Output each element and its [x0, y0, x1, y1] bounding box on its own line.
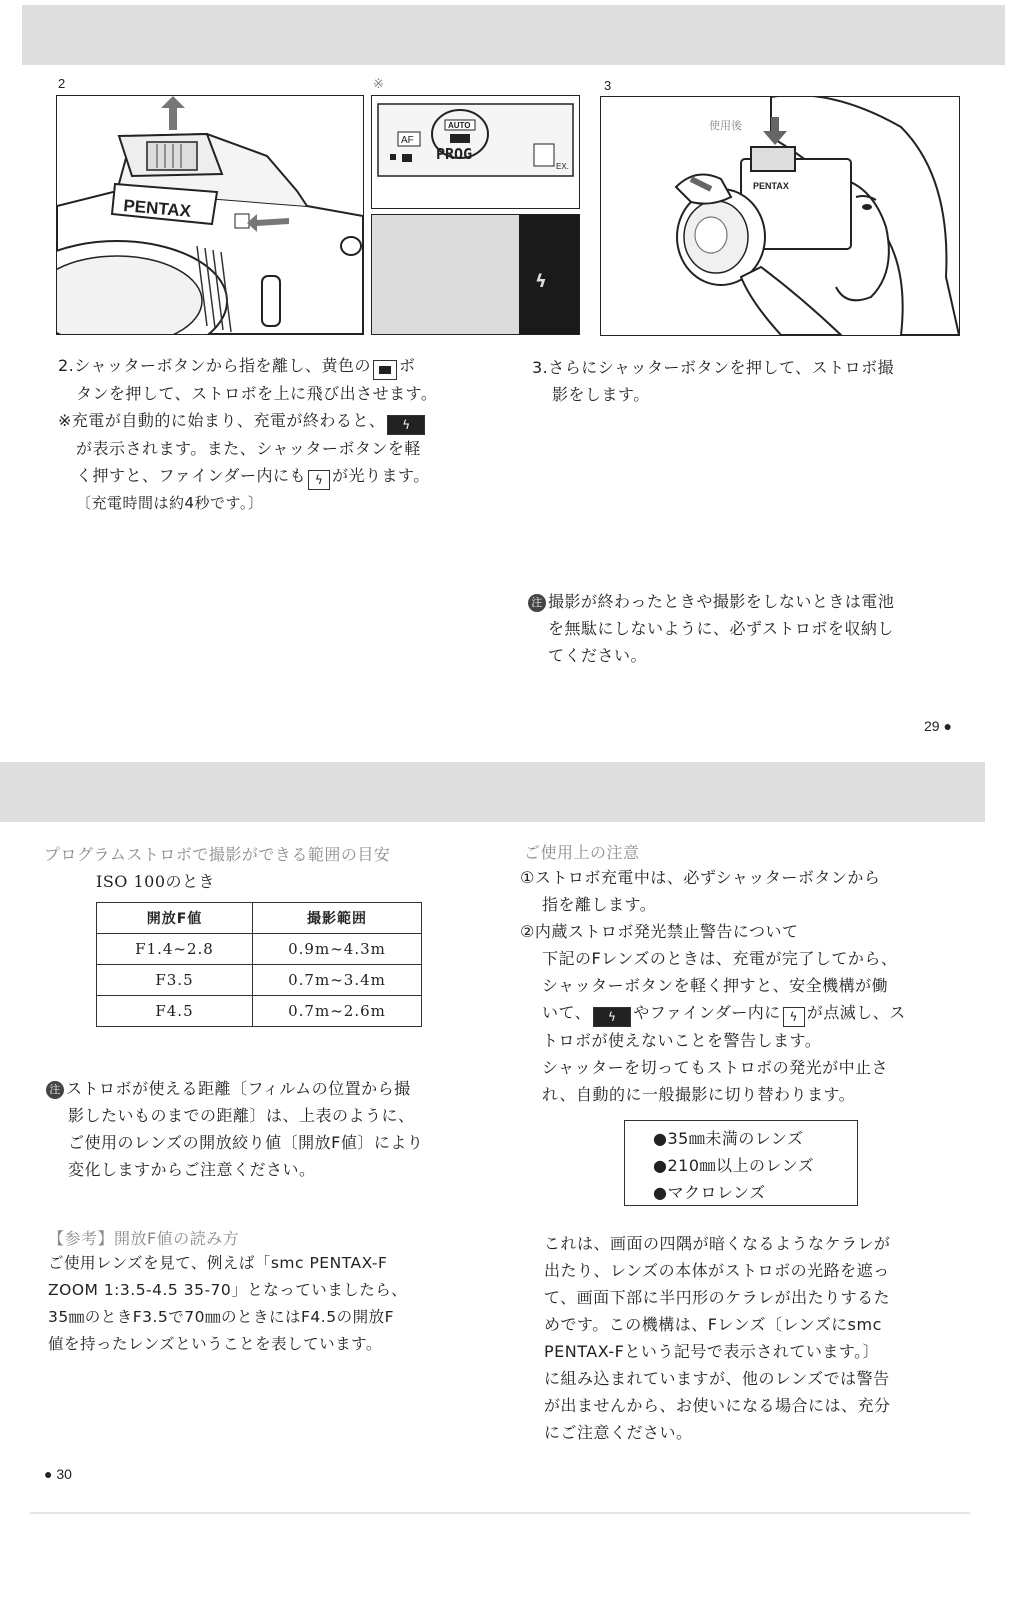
figure-note-mark: ※: [373, 76, 384, 91]
usage-line-3: ②内蔵ストロボ発光禁止警告について: [520, 922, 799, 941]
table-cell-range: 0.9m~4.3m: [253, 934, 422, 965]
closing-line: に組み込まれていますが、他のレンズでは警告: [544, 1369, 890, 1388]
step-2-line-5: く押すと、ファインダー内にも ϟ が光ります。: [58, 462, 508, 490]
note-battery: [528, 588, 968, 669]
note-badge-icon: 注: [528, 594, 546, 612]
iso-label: ISO 100のとき: [96, 872, 216, 891]
table-cell-range: 0.7m~2.6m: [253, 996, 422, 1027]
usage-line-7: トロボが使えないことを警告します。: [542, 1031, 822, 1050]
page-number-29: 29 ●: [924, 718, 952, 734]
note-battery-line-2: を無駄にしないように、必ずストロボを収納し: [548, 619, 894, 638]
usage-line-9: れ、自動的に一般撮影に切り替わります。: [542, 1085, 856, 1104]
reference-line-4: 値を持ったレンズということを表しています。: [48, 1335, 382, 1353]
closing-line: 出たり、レンズの本体がストロボの光路を遮っ: [544, 1261, 890, 1280]
note-battery-line-3: てください。: [548, 646, 648, 665]
figure-3-number: 3: [604, 78, 612, 93]
usage-line-2: 指を離します。: [542, 895, 657, 914]
lens-bullet-box: [624, 1120, 858, 1206]
photographer-illustration: [601, 97, 959, 335]
step-2-line-6: 〔充電時間は約4秒です。〕: [76, 494, 264, 512]
closing-line: めです。この機構は、Fレンズ〔レンズにsmc: [544, 1315, 882, 1334]
lcd-ex-text: EX.: [556, 162, 569, 171]
lcd-prog-text: PROG: [436, 145, 473, 163]
page-number-30: ● 30: [44, 1466, 72, 1482]
reference-line-1: ご使用レンズを見て、例えば「smc PENTAX-F: [48, 1254, 388, 1272]
table-cell-aperture: F3.5: [97, 965, 253, 996]
flash-charged-icon: ϟ: [593, 1007, 631, 1027]
reference-line-3: 35㎜のときF3.5で70㎜のときにはF4.5の開放F: [48, 1308, 394, 1326]
usage-line-6: いて、 ϟ やファインダー内に ϟ が点滅し、ス: [520, 999, 970, 1027]
note-badge-icon: 注: [46, 1081, 64, 1099]
usage-line-1: ①ストロボ充電中は、必ずシャッターボタンから: [520, 868, 881, 887]
step-3-line-1: 3.さらにシャッターボタンを押して、ストロボ撮: [532, 358, 895, 377]
header-band-page29: [22, 5, 1005, 65]
header-band-page30: [0, 762, 985, 822]
closing-line: これは、画面の四隅が暗くなるようなケラレが: [544, 1234, 891, 1253]
camera-illustration: [57, 96, 363, 334]
reference-heading: 【参考】開放F値の読み方: [48, 1229, 240, 1248]
table-header-row: [97, 903, 422, 934]
figure-3-label: 使用後: [709, 119, 742, 132]
step-3-line-2: 影をします。: [552, 385, 650, 404]
lcd-illustration: [372, 96, 579, 208]
figure-2-camera-flash: [56, 95, 364, 335]
reference-line-2: ZOOM 1:3.5-4.5 35-70」となっていましたら、: [48, 1281, 408, 1299]
usage-heading: ご使用上の注意: [524, 843, 640, 862]
note-distance-line-2: 影したいものまでの距離〕は、上表のように、: [68, 1106, 415, 1125]
brand-text: PENTAX: [122, 196, 192, 221]
viewfinder-flash-icon: ϟ: [308, 470, 330, 490]
step-2-line-3: ※充電が自動的に始まり、充電が終わると、 ϟ: [58, 407, 508, 435]
closing-line: PENTAX-Fという記号で表示されています。〕: [544, 1342, 880, 1361]
lens-bullet-item: ●マクロレンズ: [653, 1183, 766, 1202]
camera-brand-small: PENTAX: [753, 181, 789, 191]
figure-viewfinder: [371, 214, 580, 335]
table-header-range: 撮影範囲: [253, 903, 422, 934]
closing-line: て、画面下部に半円形のケラレが出たりするた: [544, 1288, 891, 1307]
note-battery-line-1: 注 撮影が終わったときや撮影をしないときは電池: [528, 588, 968, 615]
flash-range-table: [96, 902, 422, 1027]
usage-notes: [520, 864, 970, 1108]
note-distance-line-4: 変化しますからご注意ください。: [68, 1160, 316, 1179]
closing-paragraph: [544, 1230, 974, 1446]
usage-line-4: 下記のFレンズのときは、充電が完了してから、: [542, 949, 898, 968]
viewfinder-flash-icon: ϟ: [783, 1007, 805, 1027]
step-2-instructions: [58, 352, 508, 517]
table-row: [97, 965, 422, 996]
closing-line: が出ませんから、お使いになる場合には、充分: [544, 1396, 891, 1415]
flash-charged-icon: ϟ: [387, 415, 425, 435]
figure-lcd-panel: [371, 95, 580, 209]
flash-ready-icon: ϟ: [535, 271, 547, 292]
table-row: [97, 934, 422, 965]
note-distance-line-1: 注 ストロボが使える距離〔フィルムの位置から撮: [46, 1075, 486, 1102]
step-2-line-1: 2.シャッターボタンから指を離し、黄色の ボ: [58, 352, 508, 380]
lens-bullet-item: ●35㎜未満のレンズ: [653, 1129, 804, 1148]
range-heading: プログラムストロボで撮影ができる範囲の目安: [44, 845, 391, 864]
figure-3-photographer: [600, 96, 960, 336]
table-row: [97, 996, 422, 1027]
lens-bullet-item: ●210㎜以上のレンズ: [653, 1156, 815, 1175]
table-cell-aperture: F1.4~2.8: [97, 934, 253, 965]
table-cell-aperture: F4.5: [97, 996, 253, 1027]
lcd-auto-text: AUTO: [448, 121, 471, 130]
usage-line-5: シャッターボタンを軽く押すと、安全機構が働: [542, 976, 889, 995]
viewfinder-info-bar: [519, 215, 579, 334]
note-flash-distance: [46, 1075, 486, 1183]
bottom-rule: [30, 1512, 970, 1514]
step-2-line-4: が表示されます。また、シャッターボタンを軽: [76, 439, 421, 458]
figure-2-number: 2: [58, 76, 66, 91]
note-distance-line-3: ご使用のレンズの開放絞り値〔開放F値〕により: [68, 1133, 424, 1152]
step-3-instructions: [532, 354, 972, 408]
reference-body: [48, 1250, 498, 1358]
table-header-aperture: 開放F値: [97, 903, 253, 934]
closing-line: にご注意ください。: [544, 1423, 693, 1442]
lcd-af-text: AF: [401, 135, 414, 146]
step-2-line-2: タンを押して、ストロボを上に飛び出させます。: [76, 384, 438, 403]
usage-line-8: シャッターを切ってもストロボの発光が中止さ: [542, 1058, 889, 1077]
table-cell-range: 0.7m~3.4m: [253, 965, 422, 996]
flash-button-icon: [373, 360, 397, 380]
